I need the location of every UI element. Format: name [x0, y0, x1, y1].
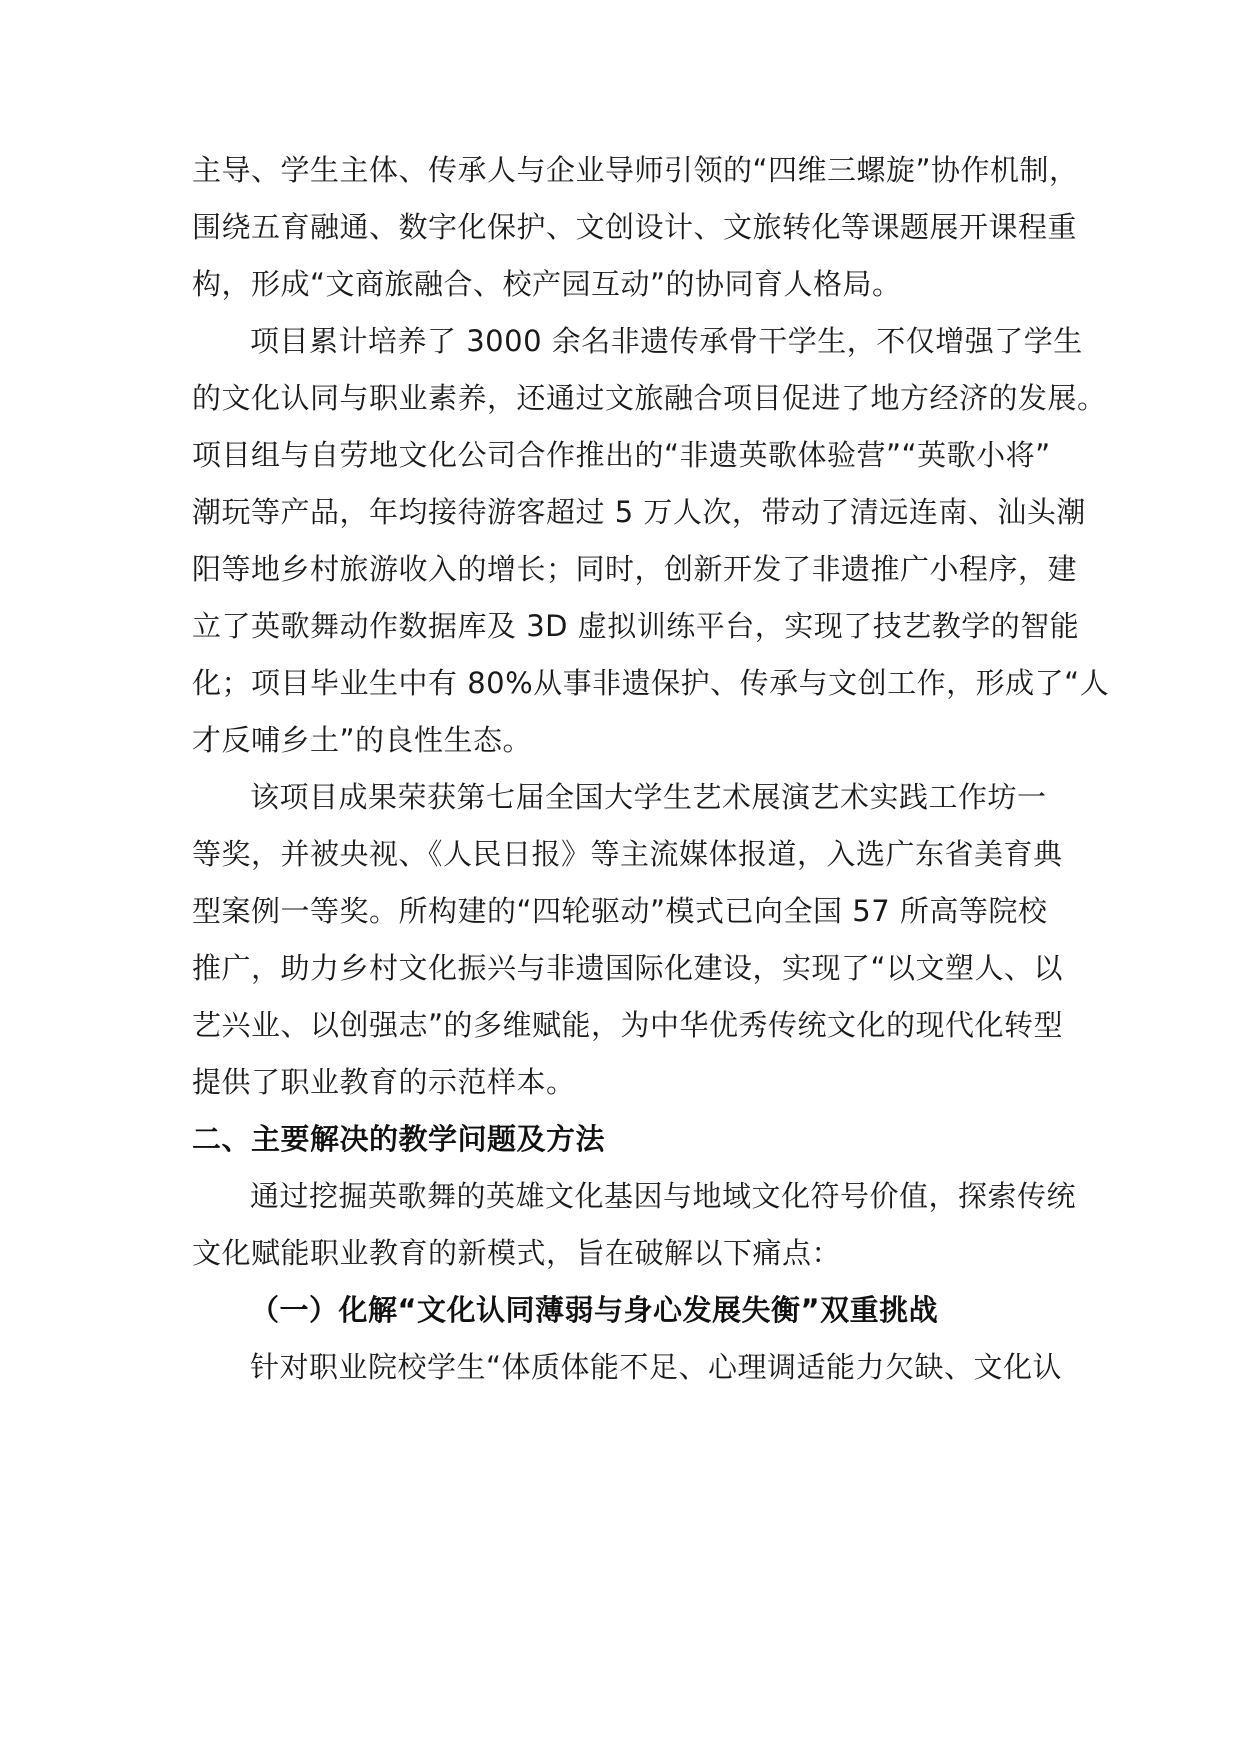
paragraph-line: 构，形成“文商旅融合、校产园互动”的协同育人格局。 — [192, 267, 902, 301]
paragraph-line: 立了英歌舞动作数据库及 3D 虚拟训练平台，实现了技艺教学的智能 — [192, 609, 1080, 643]
paragraph-line: 化；项目毕业生中有 80%从事非遗保护、传承与文创工作，形成了“人 — [192, 666, 1110, 700]
section-heading: 二、主要解决的教学问题及方法 — [192, 1122, 606, 1156]
paragraph-line: 通过挖掘英歌舞的英雄文化基因与地域文化符号价值，探索传统 — [250, 1179, 1077, 1213]
paragraph-line: 文化赋能职业教育的新模式，旨在破解以下痛点： — [192, 1236, 842, 1270]
paragraph-line: 的文化认同与职业素养，还通过文旅融合项目促进了地方经济的发展。 — [192, 381, 1107, 415]
subsection-heading: （一）化解“文化认同薄弱与身心发展失衡”双重挑战 — [250, 1293, 939, 1327]
paragraph-line: 阳等地乡村旅游收入的增长；同时，创新开发了非遗推广小程序，建 — [192, 552, 1078, 586]
paragraph-line: 等奖，并被央视、《人民日报》等主流媒体报道，入选广东省美育典 — [192, 837, 1063, 871]
paragraph-line: 围绕五育融通、数字化保护、文创设计、文旅转化等课题展开课程重 — [192, 210, 1078, 244]
paragraph-line: 该项目成果荣获第七届全国大学生艺术展演艺术实践工作坊一 — [250, 780, 1047, 814]
paragraph-line: 提供了职业教育的示范样本。 — [192, 1065, 576, 1099]
paragraph-line: 才反哺乡土”的良性生态。 — [192, 723, 533, 757]
paragraph-line: 艺兴业、以创强志”的多维赋能，为中华优秀传统文化的现代化转型 — [192, 1008, 1064, 1042]
paragraph-line: 推广，助力乡村文化振兴与非遗国际化建设，实现了“以文塑人、以 — [192, 951, 1064, 985]
paragraph-line: 主导、学生主体、传承人与企业导师引领的“四维三螺旋”协作机制， — [192, 153, 1079, 187]
paragraph-line: 针对职业院校学生“体质体能不足、心理调适能力欠缺、文化认 — [250, 1350, 1063, 1384]
paragraph-line: 项目累计培养了 3000 余名非遗传承骨干学生，不仅增强了学生 — [250, 324, 1083, 358]
paragraph-line: 型案例一等奖。所构建的“四轮驱动”模式已向全国 57 所高等院校 — [192, 894, 1048, 928]
paragraph-line: 潮玩等产品，年均接待游客超过 5 万人次，带动了清远连南、汕头潮 — [192, 495, 1086, 529]
paragraph-line: 项目组与自劳地文化公司合作推出的“非遗英歌体验营”“英歌小将” — [192, 438, 1051, 472]
